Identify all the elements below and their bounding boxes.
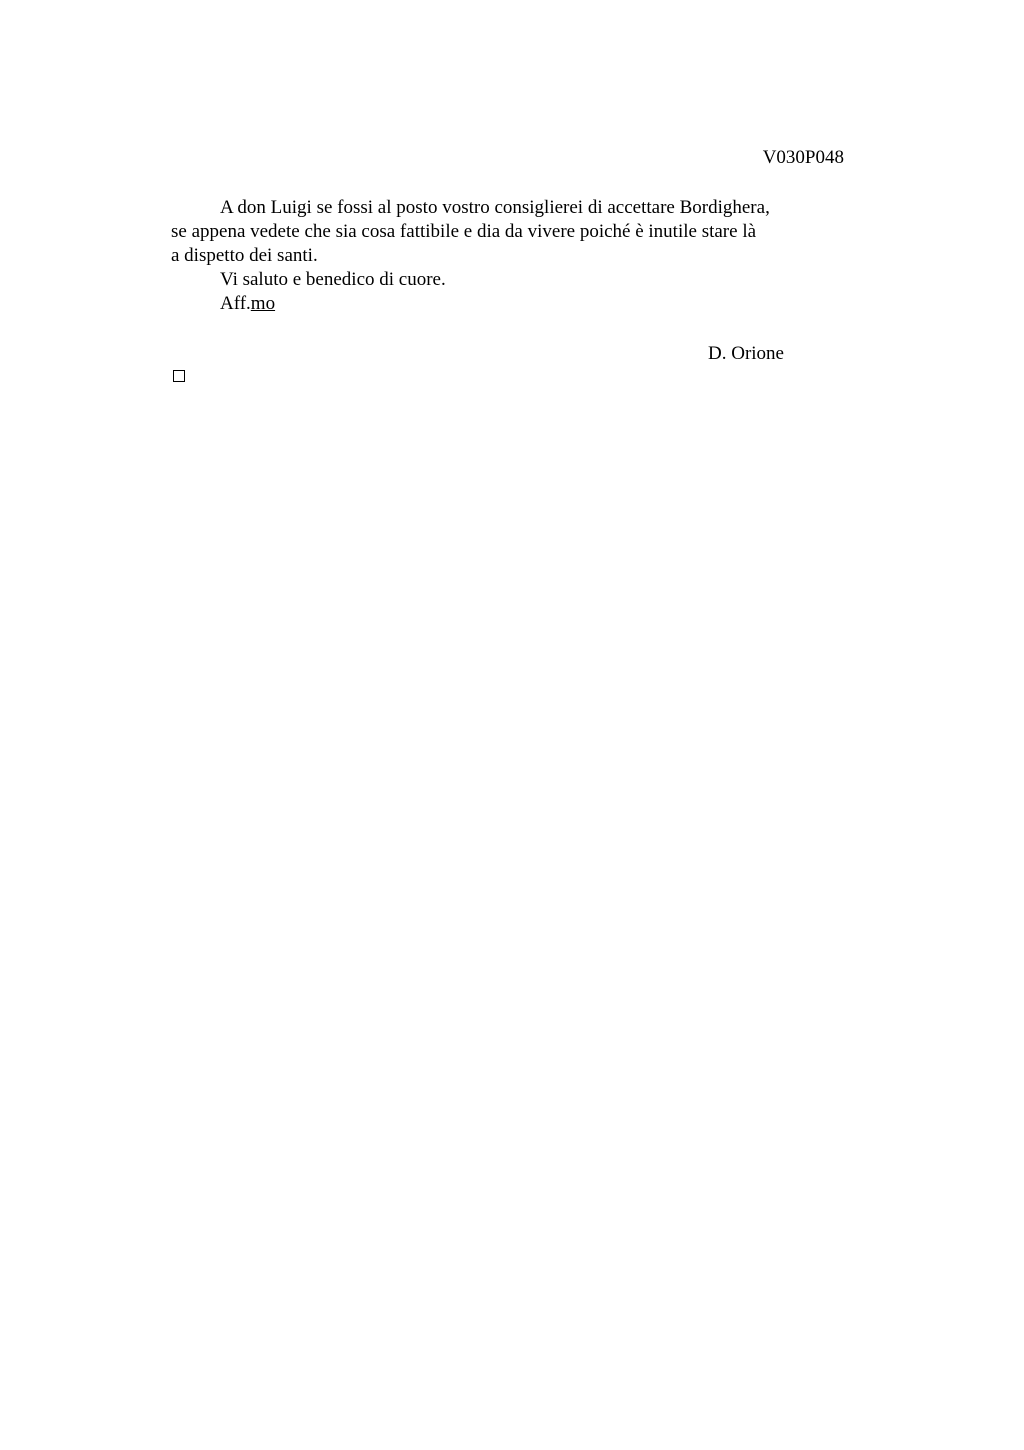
paragraph-line-2: se appena vedete che sia cosa fattibile e dia da vivere poiché è inutile stare là	[171, 221, 757, 242]
closing-line	[171, 292, 831, 316]
greeting-line: Vi saluto e benedico di cuore.	[220, 269, 446, 290]
closing-suffix: mo	[250, 293, 276, 314]
closing-prefix: Aff.	[220, 293, 251, 314]
letter-body	[171, 196, 831, 316]
empty-square-icon	[173, 370, 185, 382]
paragraph-line-3: a dispetto dei santi.	[171, 245, 318, 266]
signature: D. Orione	[708, 343, 784, 364]
paragraph-line-1: A don Luigi se fossi al posto vostro consiglierei di accettare Bordighera,	[220, 197, 770, 218]
document-id: V030P048	[762, 147, 844, 168]
